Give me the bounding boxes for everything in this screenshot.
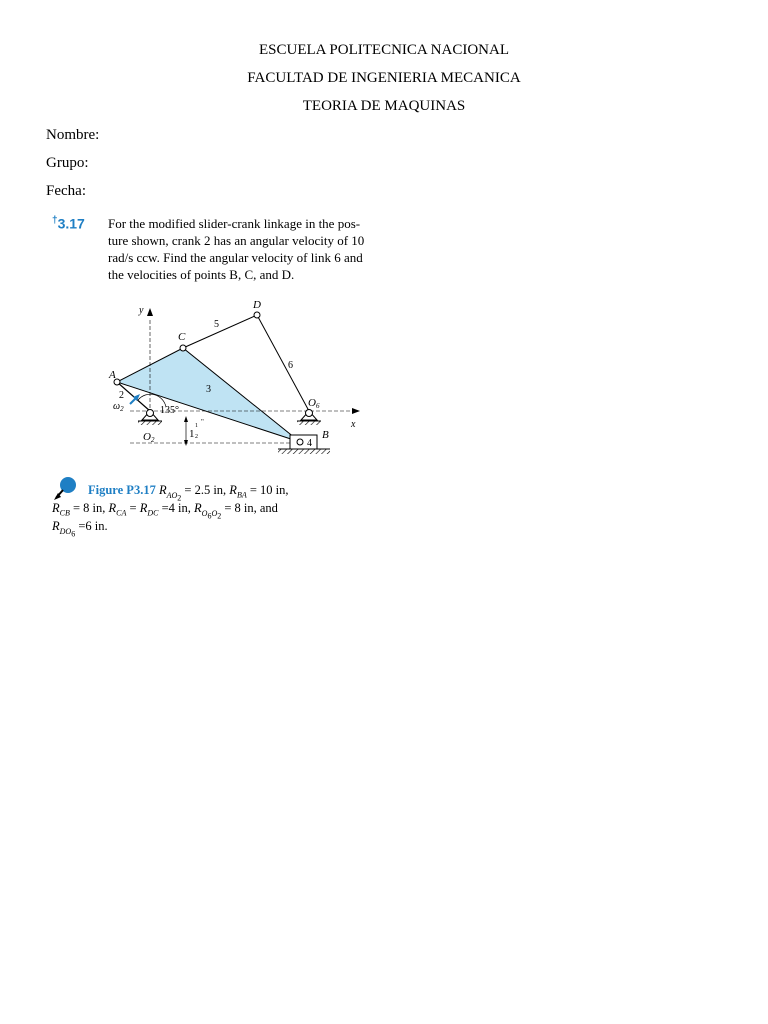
label-a: A	[109, 369, 116, 381]
label-b: B	[322, 429, 329, 441]
label-o6: O6	[308, 397, 320, 410]
caption-line-1: Figure P3.17 $R_{AO_2} = 2.5$ in, $R_{BA} = 10$ in,	[88, 483, 289, 503]
label-offset: 1	[189, 428, 195, 440]
course-name: TEORIA DE MAQUINAS	[302, 98, 466, 114]
link6	[257, 315, 309, 411]
label-omega: $\omega_2$	[113, 401, 124, 413]
o6-ground	[297, 421, 321, 425]
faculty-name: FACULTAD DE INGENIERIA MECANICA	[247, 70, 521, 86]
o2-ground	[138, 421, 162, 425]
dagger-mark: †	[52, 215, 58, 226]
problem-line: ture shown, crank 2 has an angular velocity of 10	[108, 233, 365, 248]
joint-c	[180, 345, 186, 351]
label-link2: 2	[119, 390, 124, 401]
slider-ground	[278, 449, 330, 454]
date-label: Fecha:	[46, 183, 86, 199]
caption-line-2: $R_{CB} = 8$ in, $R_{CA} = R_{DC} =4$ in, $R_{O_6O_2} = 8$ in, and	[52, 501, 278, 521]
name-label: Nombre:	[46, 127, 100, 143]
problem-line: rad/s ccw. Find the angular velocity of link 6 and	[108, 250, 363, 265]
label-o2: O2	[143, 431, 155, 444]
caption-label: Figure P3.17	[88, 483, 156, 497]
label-link6: 6	[288, 360, 293, 371]
caption-line-3: $R_{DO_6} =6$ in.	[52, 519, 108, 539]
problem-number	[52, 215, 85, 232]
label-d: D	[253, 299, 261, 311]
label-x-axis: x	[351, 419, 356, 430]
problem-text	[108, 215, 398, 283]
pointer-icon	[52, 476, 78, 502]
x-axis-arrow	[352, 408, 360, 414]
problem-number-text: 3.17	[57, 215, 85, 232]
school-name: ESCUELA POLITECNICA NACIONAL	[259, 42, 509, 58]
link5	[183, 315, 257, 348]
problem-line: For the modified slider-crank linkage in the pos-	[108, 216, 361, 231]
joint-d	[254, 312, 260, 318]
label-link4: 4	[307, 438, 312, 449]
joint-b	[297, 439, 303, 445]
label-offset-den: 2	[195, 434, 198, 440]
label-link3: 3	[206, 384, 211, 395]
y-axis-arrow	[147, 308, 153, 316]
label-c: C	[178, 331, 186, 343]
label-y-axis: y	[139, 305, 144, 316]
linkage-diagram	[100, 296, 370, 466]
label-offset-num: 1	[195, 423, 198, 429]
label-offset-unit: "	[201, 418, 204, 426]
label-angle: 135°	[160, 405, 179, 416]
problem-line: the velocities of points B, C, and D.	[108, 267, 295, 282]
group-label: Grupo:	[46, 155, 89, 171]
label-link5: 5	[214, 319, 219, 330]
